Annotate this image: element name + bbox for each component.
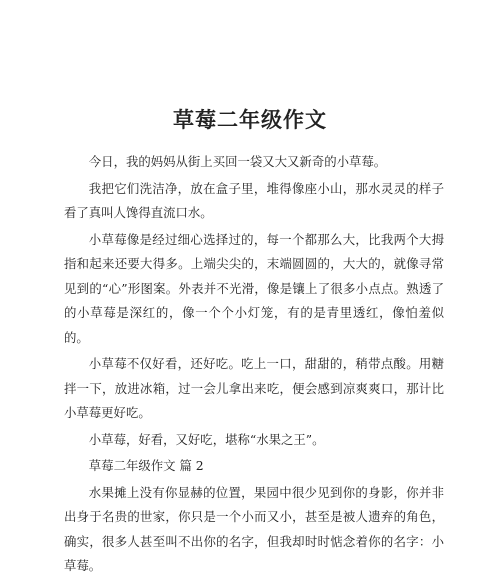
- section-2-paragraph-1: 水果摊上没有你显赫的位置，果园中很少见到你的身影，你并非出身于名贵的世家，你只是一个小而又小，甚至是被人遗弃的角色，确实，很多人甚至叫不出你的名字，但我却时时惦念着你的名字：小草莓。: [64, 484, 444, 573]
- paragraph-3: 小草莓像是经过细心选择过的，每一个都那么大，比我两个大拇指和起来还要大得多。上端尖尖的，末端圆圆的，大大的，就像寻常见到的“心”形图案。外表并不光滑，像是镶上了很多小点点。熟透了的小草莓是深红的，像一个个小灯笼，有的是青里透红，像怕羞似的。: [64, 231, 444, 345]
- paragraph-5: 小草莓，好看，又好吃，堪称“水果之王”。: [88, 431, 325, 447]
- document-title: 草莓二年级作文: [173, 107, 327, 132]
- paragraph-2: 我把它们洗洁净，放在盒子里，堆得像座小山，那水灵灵的样子看了真叫人馋得直流口水。: [64, 180, 444, 220]
- section-2-heading: 草莓二年级作文 篇 2: [88, 458, 204, 473]
- paragraph-4: 小草莓不仅好看，还好吃。吃上一口，甜甜的，稍带点酸。用糖拌一下，放进冰箱，过一会儿拿出来吃，便会感到凉爽爽口，那计比小草莓更好吃。: [64, 356, 444, 420]
- document-body: [64, 150, 444, 581]
- paragraph-1: 今日，我的妈妈从街上买回一袋又大又新奇的小草莓。: [88, 154, 387, 169]
